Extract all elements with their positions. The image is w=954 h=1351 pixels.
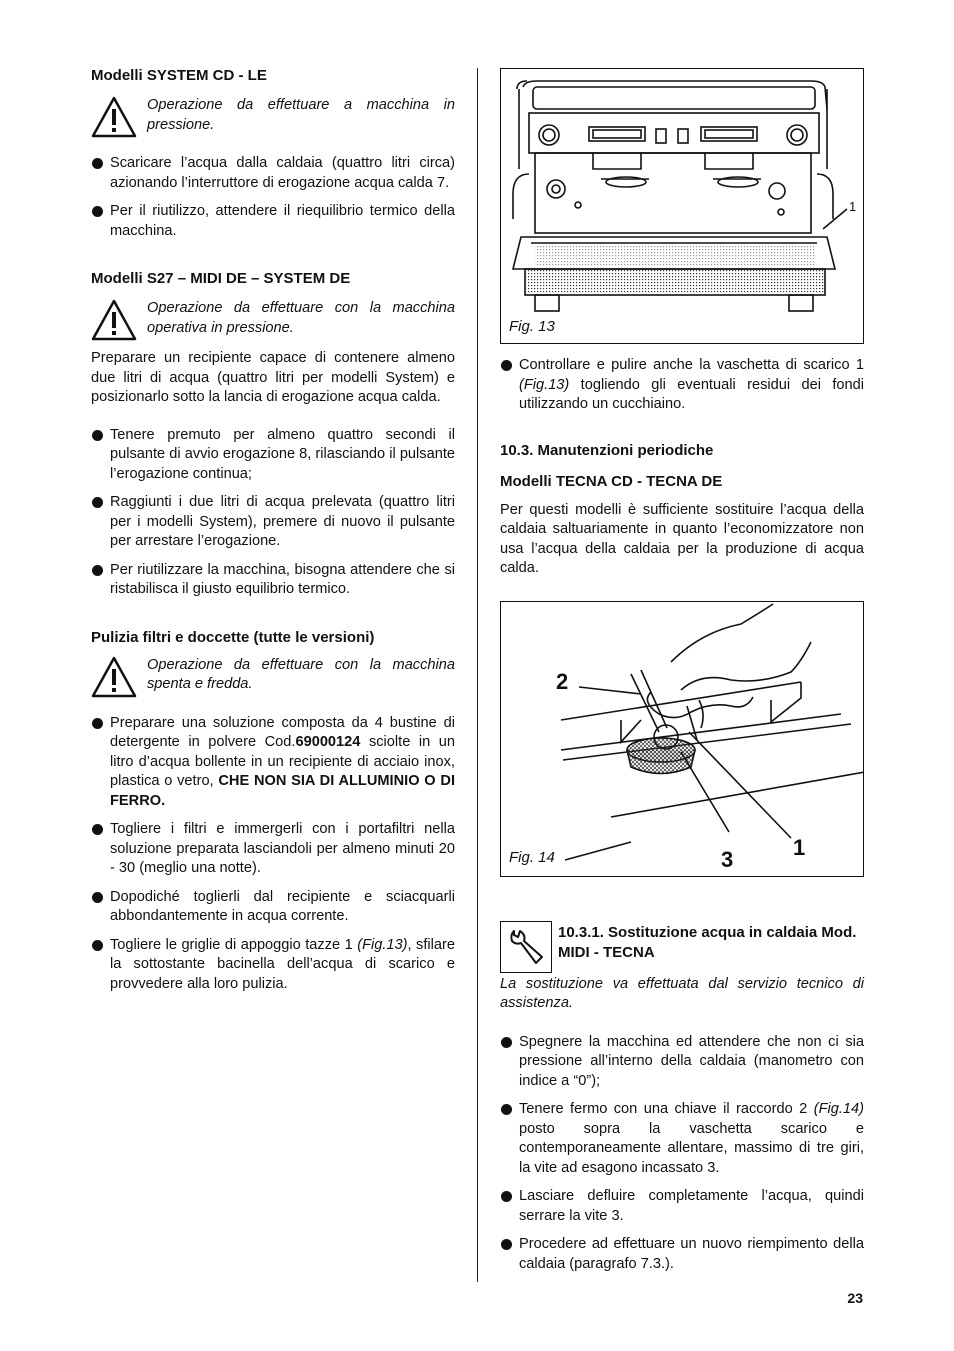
callout-label: 1 [793,834,806,860]
section-title-sostituzione: 10.3.1. Sostituzione acqua in caldaia Mod. MIDI - TECNA [558,923,857,961]
callout-label: 3 [721,846,734,872]
figure-13-machine [500,68,864,344]
list-item: Scaricare l’acqua dalla caldaia (quattro litri circa) azionando l’interruttore di erogazione acqua calda 7. [91,154,455,193]
page-number: 23 [847,1290,863,1306]
figure-14-drain-screw [500,601,864,877]
warning-triangle-icon [91,656,137,698]
section-title-manutenzioni: 10.3. Manutenzioni periodiche [500,441,714,459]
left-column [91,66,455,994]
wrench-icon-box [500,921,552,973]
list-item: Per riutilizzare la macchina, bisogna attendere che si ristabilisca il giusto equilibrio termico. [91,561,455,600]
list-item: Dopodiché toglierli dal recipiente e sciacquarli abbondantemente in acqua corrente. [91,888,455,927]
warning-text: Operazione da effettuare con la macchina spenta e fredda. [147,656,455,692]
list-item: Togliere i filtri e immergerli con i portafiltri nella soluzione preparata lasciandoli per almeno minuti 20 - 30 (meglio una notte). [91,820,455,879]
warning-note [91,299,455,341]
warning-text: Operazione da effettuare a macchina in pressione. [147,97,455,133]
section-title-pulizia-filtri: Pulizia filtri e doccette (tutte le versioni) [91,628,375,646]
paragraph: Preparare un recipiente capace di contenere almeno due litri di acqua (quattro litri per modelli System) e posizionarlo sotto la lancia di erogazione acqua calda. [91,350,455,405]
technician-note-header [500,921,864,973]
column-divider [477,68,478,1282]
section-title-s27-midi: Modelli S27 – MIDI DE – SYSTEM DE [91,270,351,287]
paragraph: Per questi modelli è sufficiente sostituire l’acqua della caldaia saltuariamente in quanto l’economizzatore non usa l’acqua della caldaia per la produzione di acqua calda. [500,501,864,576]
callout-label: 1 [849,199,857,214]
list-item: Controllare e pulire anche la vaschetta di scarico 1 (Fig.13) togliendo gli eventuali residui dei fondi utilizzando un cucchiaino. [500,356,864,415]
warning-note [91,656,455,698]
list-item: Lasciare defluire completamente l’acqua, quindi serrare la vite 3. [500,1187,864,1226]
italic-note: La sostituzione va effettuata dal servizio tecnico di assistenza. [500,975,864,1011]
list-item: Tenere fermo con una chiave il raccordo 2 (Fig.14) posto sopra la vaschetta scarico e contemporaneamente allentare, massimo di tre giri, la vite ad esagono incassato 3. [500,1100,864,1178]
list-item: Spegnere la macchina ed attendere che non ci sia pressione all’interno della caldaia (manometro con indice a “0”); [500,1033,864,1092]
list-item: Togliere le griglie di appoggio tazze 1 (Fig.13), sfilare la sottostante bacinella dell’acqua di scarico e provvedere alla loro pulizia. [91,936,455,995]
espresso-machine-illustration [501,69,864,343]
list-item: Tenere premuto per almeno quattro secondi il pulsante di avvio erogazione 8, rilasciando il pulsante l’erogazione continua; [91,426,455,485]
right-column [500,66,864,1274]
drain-screw-illustration [501,602,864,876]
wrench-icon [506,927,546,967]
warning-triangle-icon [91,299,137,341]
section-title-tecna: Modelli TECNA CD - TECNA DE [500,472,723,490]
list-item: Per il riutilizzo, attendere il riequilibrio termico della macchina. [91,202,455,241]
warning-note [91,96,455,138]
callout-label: 2 [556,668,569,694]
warning-text: Operazione da effettuare con la macchina operativa in pressione. [147,300,455,336]
list-item: Raggiunti i due litri di acqua prelevata (quattro litri per i modelli System), premere di nuovo il pulsante per arrestare l’erogazione. [91,493,455,552]
figure-caption: Fig. 14 [509,848,555,866]
figure-caption: Fig. 13 [509,318,555,335]
warning-triangle-icon [91,96,137,138]
list-item: Procedere ad effettuare un nuovo riempimento della caldaia (paragrafo 7.3.). [500,1235,864,1274]
section-title-system-cd-le: Modelli SYSTEM CD - LE [91,67,267,84]
list-item: Preparare una soluzione composta da 4 bustine di detergente in polvere Cod.69000124 sciolte in un litro d’acqua bollente in un recipiente di acciaio inox, plastica o vetro, CHE NON SIA DI ALLUMINIO O DI FERRO. [91,714,455,812]
